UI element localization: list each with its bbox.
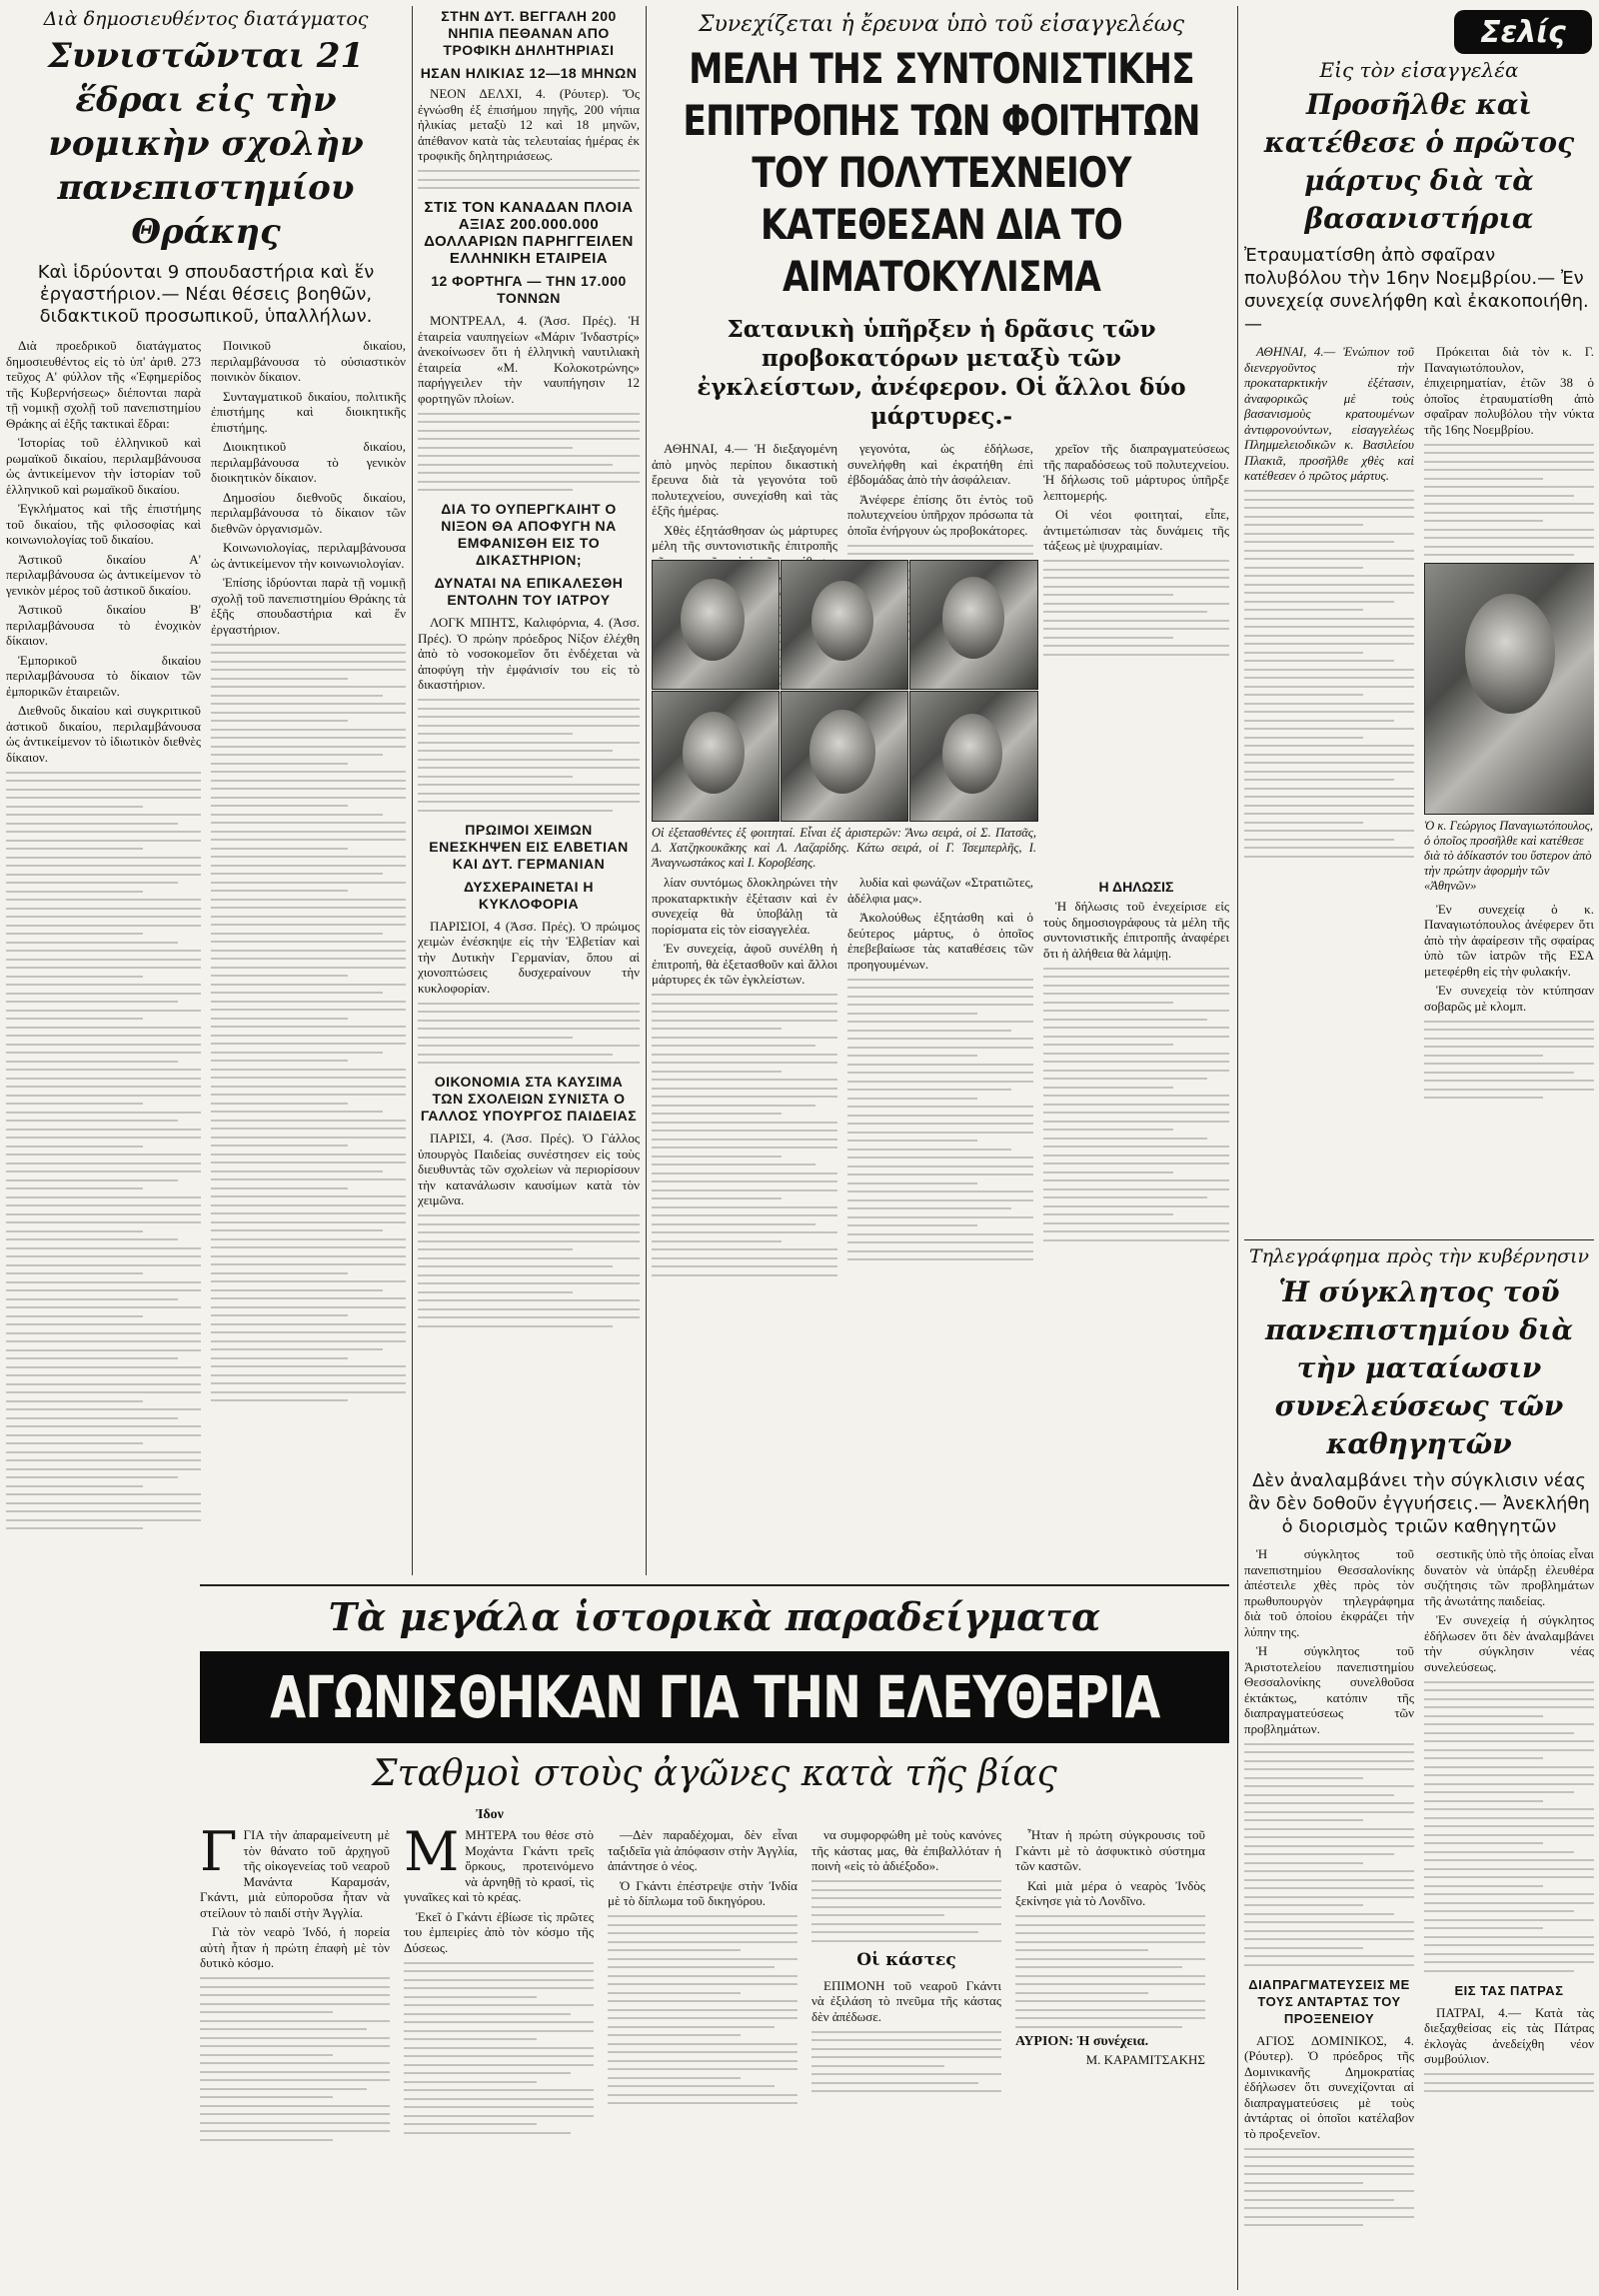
law-school-text-continuation (211, 644, 406, 1402)
student-photo (781, 560, 908, 690)
polytechnic-kicker: Συνεχίζεται ἡ ἔρευνα ὑπὸ τοῦ εἰσαγγελέως (698, 12, 1185, 37)
senate-telegram-paragraph: Ἡ σύγκλητος τοῦ πανεπιστημίου Θεσσαλονίκης ἀπέστειλε χθὲς πρὸς τὸν πρωθυπουργὸν τηλεγράφημα διὰ τοῦ ὁποίου ἐκφράζει τὴν λύπην της. (1244, 1546, 1414, 1639)
polytechnic-paragraph: ΑΘΗΝΑΙ, 4.— Ἡ διεξαγομένη ἀπὸ μηνὸς περίπου δικαστικὴ ἔρευνα διὰ τὰ γεγονότα τοῦ πολυτεχνείου, συνεχίσθη καὶ τὰς ἑξῆς ἡμέρας. (652, 441, 837, 518)
france-story-heading: ΟΙΚΟΝΟΜΙΑ ΣΤΑ ΚΑΥΣΙΜΑ ΤΩΝ ΣΧΟΛΕΙΩΝ ΣΥΝΙΣΤΑ Ο ΓΑΛΛΟΣ ΥΠΟΥΡΓΟΣ ΠΑΙΔΕΙΑΣ (420, 1074, 638, 1124)
switzerland-story-text: ΛΟΓΚ ΜΠΗΤΣ, Καλιφόρνια, 4. (Ἀσσ. Πρές). Ὁ πρώην πρόεδρος Νίξον ἐλέχθη ἀπὸ τὸ νοσοκομεῖον ὅτι ἐνδέχεται νὰ ἀποφύγη τὴν ἐμφάνισίν του εἰς τὸ δικαστήριον. (418, 615, 640, 692)
history-paragraph: να συμφορφώθη μὲ τοὺς κανόνες τῆς κάστας μας, θὰ ἐπιβαλλόταν ἡ ποινὴ «εἰς τὸ ἀδιέξοδο». (811, 1827, 1001, 1873)
history-continuation (1015, 1915, 1205, 2028)
snow-story-subheading: ΔΥΣΧΕΡΑΙΝΕΤΑΙ Η ΚΥΚΛΟΦΟΡΙΑ (464, 878, 594, 912)
continued-note: ΑΥΡΙΟΝ: Ἡ συνέχεια. (1015, 2034, 1149, 2049)
polytechnic-paragraph: Οἱ νέοι φοιτηταί, εἶπε, ἀντιμετώπισαν τὰς δυνάμεις τῆς τάξεως μὲ ψυχραιμίαν. (1043, 507, 1229, 553)
dominican-story-text: ΑΓΙΟΣ ΔΟΜΙΝΙΚΟΣ, 4. (Ρόυτερ). Ὁ πρόεδρος τῆς Δομινικανῆς Δημοκρατίας ἐδήλωσεν ὅτι συνεχίζονται αἱ διαπραγματεύσεις μὲ τοὺς ἀντάρτας οἱ ὁποῖοι κατέλαβον τὸ προξενεῖον. (1244, 2032, 1414, 2141)
history-feature-banner: ΑΓΩΝΙΣΘΗΚΑΝ ΓΙΑ ΤΗΝ ΕΛΕΥΘΕΡΙΑ (200, 1651, 1229, 1743)
polytechnic-paragraph: γεγονότα, ὡς ἐδήλωσε, συνελήφθη καὶ ἐκρατήθη ἐπὶ ἐβδομάδας ἀπὸ τὴν ἀσφάλειαν. (847, 441, 1033, 487)
child-story-subheading: ΗΣΑΝ ΗΛΙΚΙΑΣ 12—18 ΜΗΝΩΝ (420, 65, 638, 81)
polytechnic-lower-col-3 (1043, 875, 1229, 1282)
history-paragraph: Καὶ μιὰ μέρα ὁ νεαρὸς Ἰνδὸς ξεκίνησε γιὰ τὸ Λονδῖνο. (1015, 1877, 1205, 1908)
senate-telegram-subhead: Δὲν ἀναλαμβάνει τὴν σύγκλισιν νέας ἂν δὲν δοθοῦν ἐγγυήσεις.— Ἀνεκλήθη ὁ διορισμὸς τριῶν καθηγητῶν (1248, 1470, 1590, 1537)
torture-witness-continuation (1424, 1021, 1594, 1100)
senate-telegram-continuation (1244, 1743, 1414, 1966)
snow-story-continuation (418, 1003, 640, 1065)
history-col-2 (404, 1827, 594, 2147)
column-divider (646, 6, 647, 1575)
author-byline: Μ. ΚΑΡΑΜΙΤΣΑΚΗΣ (1085, 2052, 1205, 2067)
law-school-paragraph: Διοικητικοῦ δικαίου, περιλαμβάνουσα τὸ γενικὸν διοικητικὸν δίκαιον. (211, 439, 406, 485)
law-school-paragraph: Ἐμπορικοῦ δικαίου περιλαμβάνουσα τὸ δίκαιον τῶν ἐμπορικῶν ἑταιρειῶν. (6, 652, 201, 699)
student-photo (652, 691, 780, 822)
law-school-paragraph: Συνταγματικοῦ δικαίου, πολιτικῆς ἐπιστήμης καὶ διοικητικῆς ἐπιστήμης. (211, 388, 406, 435)
polytechnic-paragraph: χρεῖον τῆς διαπραγματεύσεως τῆς παραδόσεως τοῦ πολυτεχνείου. Ἡ δήλωσις τοῦ μάρτυρος ὑπῆρξε λεπτομερής. (1043, 441, 1229, 503)
history-feature-subhead: Σταθμοὶ στοὺς ἀγῶνες κατὰ τῆς βίας (372, 1753, 1057, 1794)
student-photo (781, 691, 908, 822)
torture-witness-subhead: Ἐτραυματίσθη ἀπὸ σφαῖραν πολυβόλου τὴν 16ην Νοεμβρίου.— Ἐν συνεχείᾳ συνελήφθη καὶ ἐκακοποιήθη. — (1244, 245, 1589, 335)
law-school-col-b (211, 338, 406, 1536)
torture-witness-paragraph: ΑΘΗΝΑΙ, 4.— Ἐνώπιον τοῦ διενεργοῦντος τὴν προκαταρκτικὴν ἐξέτασιν, ἀναφορικῶς μὲ τοὺς βασανισμοὺς κρατουμένων ἀντιφρονούντων, εἰσαγγελέως Πλημμελειοδικῶν κ. Βασιλείου Πλακιᾶ, προσῆλθε χθὲς καὶ κατέθεσεν ὁ πρῶτος μάρτυς. (1244, 344, 1414, 483)
senate-telegram-kicker: Τηλεγράφημα πρὸς τὴν κυβέρνησιν (1248, 1245, 1590, 1267)
senate-telegram-continuation (1424, 1681, 1594, 1972)
senate-telegram-col-2 (1424, 1546, 1594, 2233)
dominican-story-heading: ΔΙΑΠΡΑΓΜΑΤΕΥΣΕΙΣ ΜΕ ΤΟΥΣ ΑΝΤΑΡΤΑΣ ΤΟΥ ΠΡΟΞΕΝΕΙΟΥ (1248, 1976, 1410, 2026)
dropcap-letter: Γ (200, 1827, 238, 1883)
history-paragraph: —Δὲν παραδέχομαι, δὲν εἶναι ταξιδεῖα γιὰ ἀπόφασιν στὴν Ἀγγλία, ἀπάντησε ὁ νέος. (608, 1827, 798, 1873)
polytechnic-paragraph: λίαν συντόμως δλοκληρώνει τὴν προκαταρκτικὴν ἐξέτασιν καὶ ἐν συνεχείᾳ θὰ ὑποβάλῃ τὰ πορίσματα εἰς τὸν εἰσαγγελέα. (652, 875, 837, 937)
section-divider (200, 1584, 1229, 1586)
law-school-kicker: Διὰ δημοσιευθέντος διατάγματος (43, 8, 369, 30)
law-school-text-continuation (6, 772, 201, 1530)
torture-witness-story (1244, 58, 1594, 1237)
snow-story-text: ΠΑΡΙΣΙΟΙ, 4 (Ἀσσ. Πρές). Ὁ πρώιμος χειμὼν ἐνέσκηψε εἰς τὴν Ἑλβετίαν καὶ τὴν Δυτικὴν Γερμανίαν, ὅπου αἱ χιονοπτώσεις δυσχεραίνουν τὴν κυκλοφορίαν. (418, 918, 640, 996)
polytechnic-paragraph: Χθὲς ἐξητάσθησαν ὡς μάρτυρες μέλη τῆς συντονιστικῆς ἐπιτροπῆς (652, 522, 837, 553)
senate-telegram-paragraph: Ἐν συνεχείᾳ ἡ σύγκλητος ἐδήλωσεν ὅτι δὲν ἀναλαμβάνει τὴν σύγκλησιν νέας συνελεύσεως. (1424, 1612, 1594, 1674)
child-story-heading: ΣΤΗΝ ΔΥΤ. ΒΕΓΓΑΛΗ 200 ΝΗΠΙΑ ΠΕΘΑΝΑΝ ΑΠΟ ΤΡΟΦΙΚΗ ΔΗΛΗΤΗΡΙΑΣΙ (441, 8, 617, 58)
switzerland-story-heading: ΔΙΑ ΤΟ ΟΥΠΕΡΓΚΑΙΗΤ Ο ΝΙΞΟΝ ΘΑ ΑΠΟΦΥΓΗ ΝΑ ΕΜΦΑΝΙΣΘΗ ΕΙΣ ΤΟ ΔΙΚΑΣΤΗΡΙΟΝ; (441, 501, 617, 568)
law-school-headline: Συνιστῶνται 21 ἕδραι εἰς τὴν νομικὴν σχολὴν πανεπιστημίου Θράκης (47, 36, 365, 252)
switzerland-story-subheading: ΔΥΝΑΤΑΙ ΝΑ ΕΠΙΚΑΛΕΣΘΗ ΕΝΤΟΛΗΝ ΤΟΥ ΙΑΤΡΟΥ (434, 575, 624, 608)
polytechnic-col-3 (1043, 441, 1229, 700)
history-col-4 (811, 1827, 1001, 2147)
polytechnic-subhead: Σατανικὴ ὑπῆρξεν ἡ δρᾶσις τῶν προβοκατόρων μεταξὺ τῶν ἐγκλείστων, ἀνέφερον. Οἱ ἄλλοι δύο μάρτυρες.- (697, 316, 1186, 430)
student-photo (909, 560, 1038, 690)
switzerland-story-continuation (418, 699, 640, 812)
polytechnic-continuation (1043, 968, 1229, 1241)
child-story-text: ΝΕΟΝ ΔΕΛΧΙ, 4. (Ρόυτερ). Ὅς ἐγνώσθη ἐξ ἐπισήμου πηγῆς, 200 νήπια ἡλικίας μεταξὺ 12 καὶ 18 μηνῶν, ἀπέθανον κατὰ τὰς τελευταίας ἡμέρας ἐκ τροφικῆς δηλητηριάσεως. (418, 86, 640, 163)
selis-page-logo: Σελίς (1454, 10, 1592, 54)
polytechnic-paragraph: λυδία καὶ φωνάζων «Στρατιῶτες, ἀδέλφια μας». (847, 875, 1033, 906)
law-school-paragraph: Ἀστικοῦ δικαίου Β' περιλαμβάνουσα τὸ ἐνοχικὸν δίκαιον. (6, 602, 201, 648)
torture-witness-paragraph: Πρόκειται διὰ τὸν κ. Γ. Παναγιωτόπουλον, ἐπιχειρηματίαν, ἐτῶν 38 ὁ ὁποῖος ἐτραυματίσθη ἀπὸ σφαῖραν πολυβόλου τὴν νύκτα τῆς 16ης Νοεμβρίου. (1424, 344, 1594, 437)
senate-telegram-col-1 (1244, 1546, 1414, 2233)
patras-story-heading: ΕΙΣ ΤΑΣ ΠΑΤΡΑΣ (1454, 1982, 1564, 1998)
history-feature-kicker: Τὰ μεγάλα ἱστορικὰ παραδείγματα (328, 1594, 1101, 1639)
history-feature-part-label: Ἰδον (476, 1807, 504, 1822)
torture-witness-paragraph: Ἐν συνεχείᾳ τὸν κτύπησαν σοβαρῶς μὲ κλομπ. (1424, 983, 1594, 1014)
history-continuation (811, 2031, 1001, 2093)
france-story-continuation (418, 1214, 640, 1327)
polytechnic-paragraph: Ἡ δήλωσις τοῦ ἐνεχείρισε εἰς τοὺς δημοσιογράφους τὰ μέλη τῆς συντονιστικῆς ἐπιτροπῆς ἀναφέρει ὅτι ἡ ἀλήθεια θὰ λάμψῃ. (1043, 899, 1229, 961)
torture-witness-col-2 (1424, 344, 1594, 1106)
students-photo-caption: Οἱ ἐξετασθέντες ἐξ φοιτηταί. Εἶναι ἐξ ἀριστερῶν: Ἄνω σειρά, οἱ Σ. Πατσᾶς, Δ. Χατζηκουκᾶκης καὶ Λ. Λαζαρίδης. Κάτω σειρά, οἱ Γ. Τσεμπερλῆς, Ι. Ἀναγνωστάκος καὶ Ι. Κοροβέσης. (652, 826, 1036, 870)
history-paragraph: Ἦταν ἡ πρώτη σύγκρουσις τοῦ Γκάντι μὲ τὸ ἀσφυκτικὸ σύστημα τῶν καστῶν. (1015, 1827, 1205, 1873)
torture-witness-headline: Προσῆλθε καὶ κατέθεσε ὁ πρῶτος μάρτυς διὰ τὰ βασανιστήρια (1263, 88, 1575, 235)
child-story-continuation (418, 170, 640, 189)
history-continuation (404, 1962, 594, 2134)
dropcap-letter: Μ (404, 1827, 460, 1883)
law-school-paragraph: Διεθνοῦς δικαίου καὶ συγκριτικοῦ ἀστικοῦ δικαίου, περιλαμβάνουσα ὡς ἀντικείμενον τὸ ἰδιωτικὸν διεθνὲς δίκαιον. (6, 703, 201, 765)
torture-witness-paragraph: Ἐν συνεχείᾳ ὁ κ. Παναγιωτόπουλος ἀνέφερεν ὅτι ἀπὸ τὴν ἀφαίρεσιν τῆς σφαίρας ὑπὸ τῶν ἰατρῶν τῆς ΕΣΑ μετεφέρθη εἰς τὴν φυλακήν. (1424, 901, 1594, 979)
polytechnic-lower-col-2 (847, 875, 1033, 1282)
polytechnic-continuation (1043, 560, 1229, 656)
canada-story-text: ΜΟΝΤΡΕΑΛ, 4. (Ἀσσ. Πρές). Ἡ ἑταιρεία ναυπηγείων «Μάριν Ἰνδαστρίς» ἀνεκοίνωσεν ὅτι ἡ ἑλληνικὴ ναυτιλιακὴ ἑταιρεία «Μ. Κολοκοτρώνης» παρήγγειλεν τὴν ναυπήγησιν 12 φορτηγῶν πλοίων. (418, 313, 640, 406)
snow-story-heading: ΠΡΩΙΜΟΙ ΧΕΙΜΩΝ ΕΝΕΣΚΗΨΕΝ ΕΙΣ ΕΛΒΕΤΙΑΝ ΚΑΙ ΔΥΤ. ΓΕΡΜΑΝΙΑΝ (429, 821, 629, 872)
history-col-5 (1015, 1827, 1205, 2147)
dominican-story-continuation (1244, 2148, 1414, 2227)
canada-story-subheading: 12 ΦΟΡΤΗΓΑ — ΤΗΝ 17.000 ΤΟΝΝΩΝ (431, 273, 627, 306)
column-divider (412, 6, 413, 1575)
polytechnic-headline: ΜΕΛΗ ΤΗΣ ΣΥΝΤΟΝΙΣΤΙΚΗΣ ΕΠΙΤΡΟΠΗΣ ΤΩΝ ΦΟΙΤΗΤΩΝ ΤΟΥ ΠΟΛΥΤΕΧΝΕΙΟΥ ΚΑΤΕΘΕΣΑΝ ΔΙΑ ΤΟ ΑΙΜΑΤΟΚΥΛΙΣΜΑ (683, 44, 1200, 301)
history-paragraph: Ἐκεῖ ὁ Γκάντι ἐβίωσε τὶς πρῶτες του ἐμπειρίες ἀπὸ τὸν κόσμο τῆς Δύσεως. (404, 1908, 594, 1955)
law-school-paragraph: Ποινικοῦ δικαίου, περιλαμβάνουσα τὸ οὐσιαστικὸν ποινικὸν δίκαιον. (211, 338, 406, 384)
torture-witness-continuation (1244, 490, 1414, 858)
senate-telegram-story (1244, 1245, 1594, 2290)
canada-story-heading: ΣΤΙΣ ΤΟΝ ΚΑΝΑΔΑΝ ΠΛΟΙΑ ΑΞΙΑΣ 200.000.000 ΔΟΛΛΑΡΙΩΝ ΠΑΡΗΓΓΕΙΛΕΝ ΕΛΛΗΝΙΚΗ ΕΤΑΙΡΕΙΑ (424, 199, 634, 267)
history-paragraph: ΓΓΙΑ τὴν ἀπαραμείνευτη μὲ τὸν θάνατο τοῦ ἀρχηγοῦ τῆς οἰκογενείας τοῦ νεαροῦ Μανάντα Καραμσάν, Γκάντι, μιὰ εὐποροῦσα ἦταν νὰ στείλουν τὸ παιδί στὴν Ἀγγλία. (200, 1827, 390, 1920)
castes-subheading: Οἱ κάστες (856, 1949, 956, 1970)
canada-story-continuation (418, 413, 640, 492)
history-paragraph: Γιὰ τὸν νεαρὸ Ἰνδό, ἡ πορεία αὐτὴ ἦταν ἡ πρώτη ἐπαφὴ μὲ τὸν δυτικὸ κόσμο. (200, 1924, 390, 1970)
polytechnic-lower-col-1 (652, 875, 837, 1282)
column-divider (1237, 6, 1238, 2290)
law-school-paragraph: Διὰ προεδρικοῦ διατάγματος δημοσιευθέντος εἰς τὸ ὑπ' ἀριθ. 273 τεῦχος Α' φύλλον τῆς «Ἐφημερίδος τῆς Κυβερνήσεως» διέπονται παρὰ τῇ νομικῇ σχολῇ τοῦ πανεπιστημίου Θράκης αἱ ἑξῆς τακτικαὶ ἕδραι: (6, 338, 201, 431)
law-school-paragraph: Ἀστικοῦ δικαίου Α' περιλαμβάνουσα ὡς ἀντικείμενον τὸ γενικὸν μέρος τοῦ ἀστικοῦ δικαίου. (6, 551, 201, 598)
history-continuation (811, 1880, 1001, 1942)
senate-telegram-headline: Ἡ σύγκλητος τοῦ πανεπιστημίου διὰ τὴν ματαίωσιν συνελεύσεως τῶν καθηγητῶν (1264, 1275, 1574, 1460)
law-school-paragraph: Ἐπίσης ἱδρύονται παρὰ τῇ νομικῇ σχολῇ τοῦ πανεπιστημίου Θράκης τὰ ἑξῆς σπουδαστήρια καὶ ἕν ἐργαστήριον. (211, 575, 406, 637)
law-school-paragraph: Ἱστορίας τοῦ ἑλληνικοῦ καὶ ρωμαϊκοῦ δικαίου, περιλαμβάνουσα ὡς ἀντικείμενον τὴν ἱστορίαν τοῦ ἑλληνικοῦ καὶ ρωμαϊκοῦ δικαίου. (6, 435, 201, 497)
patras-story-continuation (1424, 2073, 1594, 2092)
wire-briefs-column (418, 4, 640, 1578)
polytechnic-paragraph: Ἀνέφερε ἐπίσης ὅτι ἐντὸς τοῦ πολυτεχνείου ὑπῆρχον πρόσωπα τὰ ὁποῖα ἐνήργουν ὡς προβοκάτορες. (847, 491, 1033, 538)
law-school-col-a (6, 338, 201, 1536)
torture-witness-continuation (1424, 444, 1594, 557)
history-feature-columns (200, 1827, 1229, 2292)
france-story-text: ΠΑΡΙΣΙ, 4. (Ἀσσ. Πρές). Ὁ Γάλλος ὑπουργὸς Παιδείας συνέστησεν εἰς τοὺς διευθυντὰς τῶν σχολείων νὰ περιορίσουν τὴν κατανάλωσιν καυσίμων κατὰ τὸν χειμῶνα. (418, 1131, 640, 1207)
history-continuation (200, 1977, 390, 2141)
statement-subheading: Η ΔΗΛΩΣΙΣ (1098, 879, 1174, 895)
witness-photo (1424, 563, 1594, 815)
history-continuation (608, 1915, 798, 2104)
patras-story-text: ΠΑΤΡΑΙ, 4.— Κατὰ τὰς διεξαχθείσας εἰς τὰς Πάτρας ἐκλογὰς ἀνεδείχθη νέον συμβούλιον. (1424, 2004, 1594, 2066)
senate-telegram-paragraph: σεστικῆς ὑπὸ τῆς ὁποίας εἶναι δυνατὸν νὰ ὑπάρξῃ ἐλευθέρα συζήτησις τῶν προβλημάτων τῆς ἀνωτάτης παιδείας. (1424, 1546, 1594, 1608)
student-photo (652, 560, 780, 690)
history-paragraph: ΕΠΙΜΟΝΗ τοῦ νεαροῦ Γκάντι νὰ ἐξιλάση τὸ πνεῦμα τῆς κάστας δὲν ἀπέδωσε. (811, 1977, 1001, 2024)
students-photo-grid (652, 560, 1036, 820)
torture-witness-col-1 (1244, 344, 1414, 1106)
senate-telegram-paragraph: Ἡ σύγκλητος τοῦ Ἀριστοτελείου πανεπιστημίου Θεσσαλονίκης συνελθοῦσα ἐκτάκτως, κατόπιν τῆς διαπραγματεύσεως τῶν προβλημάτων. (1244, 1643, 1414, 1736)
history-paragraph: Ὁ Γκάντι ἐπέστρεψε στὴν Ἰνδία μὲ τὸ δίπλωμα τοῦ δικηγόρου. (608, 1877, 798, 1908)
section-divider (1244, 1239, 1594, 1240)
polytechnic-lower-columns (652, 875, 1231, 1574)
history-col-1 (200, 1827, 390, 2147)
law-school-paragraph: Ἐγκλήματος καὶ τῆς ἐπιστήμης τοῦ δικαίου, τῆς φιλοσοφίας καὶ κοινωνιολογίας τοῦ δικαίου. (6, 501, 201, 547)
history-col-3 (608, 1827, 798, 2147)
torture-witness-kicker: Εἰς τὸν εἰσαγγελέα (1319, 58, 1519, 82)
history-paragraph: ΜΜΗΤΕΡΑ του θέσε στὸ Μοχάντα Γκάντι τρεῖς ὅρκους, προτεινόμενο νὰ ἀρνηθῇ τὸ κρασί, τὶς γυναῖκες καὶ τὸ κρέας. (404, 1827, 594, 1904)
student-photo (909, 691, 1038, 822)
polytechnic-continuation (652, 994, 837, 1276)
polytechnic-paragraph: Ἐν συνεχείᾳ, ἀφοῦ συνέλθη ἡ ἐπιτροπή, θὰ ἐξετασθοῦν καὶ ἄλλοι μάρτυρες ἐκ τῶν ἐγκλείστων. (652, 941, 837, 987)
law-school-paragraph: Κοινωνιολογίας, περιλαμβάνουσα ὡς ἀντικείμενον τὴν κοινωνιολογίαν. (211, 540, 406, 571)
law-school-subhead: Καὶ ἱδρύονται 9 σπουδαστήρια καὶ ἕν ἐργαστήριον.— Νέαι θέσεις βοηθῶν, διδακτικοῦ προσωπικοῦ, ὑπαλλήλων. (37, 262, 375, 327)
polytechnic-paragraph: Ἀκολούθως ἐξητάσθη καὶ ὁ δεύτερος μάρτυς, ὁ ὁποῖος ἐπεβεβαίωσε τὰς καταθέσεις τῶν προηγουμένων. (847, 910, 1033, 972)
polytechnic-continuation (847, 979, 1033, 1261)
witness-photo-caption: Ὁ κ. Γεώργιος Παναγιωτόπουλος, ὁ ὁποῖος προσῆλθε καὶ κατέθεσε διὰ τὸ ἀδίκαστόν του ὕστερον ἀπὸ τὴν πρώτην ἀφορμὴν τῶν «Ἀθηνῶν» (1424, 818, 1593, 893)
law-school-paragraph: Δημοσίου διεθνοῦς δικαίου, περιλαμβάνουσα τὸ δίκαιον τῶν διεθνῶν ὀργανισμῶν. (211, 489, 406, 536)
